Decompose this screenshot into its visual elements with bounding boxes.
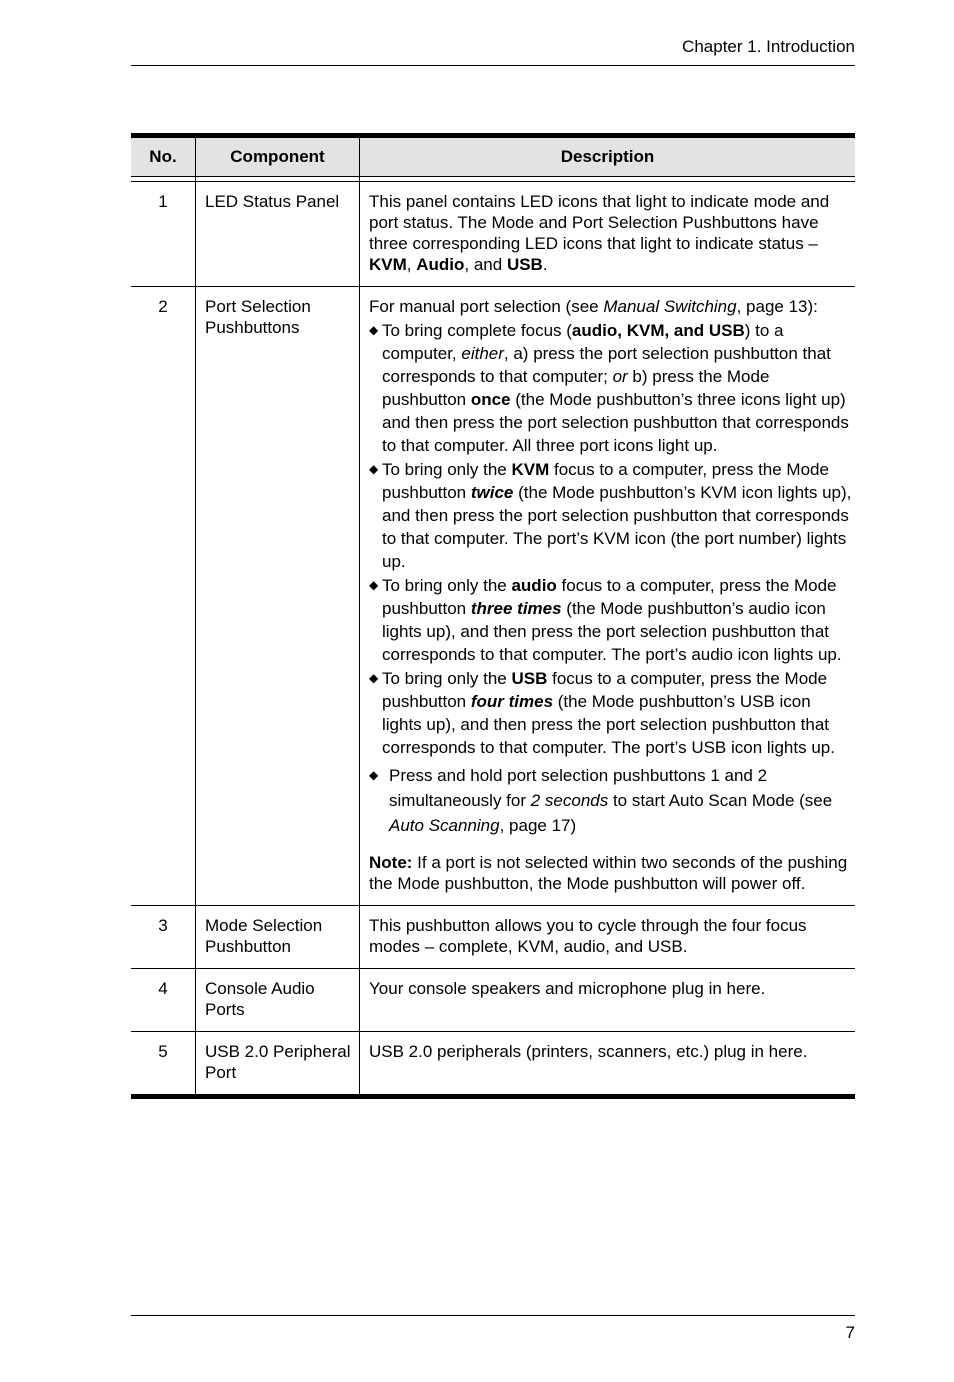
column-header-component: Component [196, 138, 360, 176]
table-row [131, 969, 855, 1032]
header-divider [131, 65, 855, 66]
row-number: 5 [131, 1032, 196, 1094]
row-number: 2 [131, 287, 196, 905]
bullet-item: ◆ To bring only the audio focus to a computer, press the Mode pushbutton three times (the Mode pushbutton’s audio icon lights up), and then press the port selection pushbutton that corresponds to that computer. The port’s audio icon lights up. [369, 576, 842, 664]
component-description [360, 287, 855, 905]
row-number: 3 [131, 906, 196, 968]
diamond-bullet-icon: ◆ [369, 578, 379, 592]
row-number: 1 [131, 182, 196, 286]
diamond-bullet-icon: ◆ [369, 462, 379, 476]
note-text: Note: If a port is not selected within two seconds of the pushing the Mode pushbutton, the Mode pushbutton will power off. [369, 853, 848, 893]
component-name: Port Selection Pushbuttons [196, 287, 360, 905]
bullet-item: ◆ To bring only the KVM focus to a computer, press the Mode pushbutton twice (the Mode pushbutton’s KVM icon lights up), and then press the port selection pushbutton that corresponds to that computer. The port’s KVM icon (the port number) lights up. [369, 460, 852, 571]
table-row [131, 287, 855, 906]
diamond-bullet-icon: ◆ [369, 768, 379, 782]
component-name: Console Audio Ports [196, 969, 360, 1031]
component-name: LED Status Panel [196, 182, 360, 286]
page-number: 7 [845, 1323, 855, 1342]
bullet-item: ◆ Press and hold port selection pushbuttons 1 and 2 simultaneously for 2 seconds to start Auto Scan Mode (see Auto Scanning, page 17) [369, 763, 852, 838]
chapter-title: Chapter 1. Introduction [682, 37, 855, 56]
component-name: USB 2.0 Peripheral Port [196, 1032, 360, 1094]
table-header-row [131, 138, 855, 177]
column-header-description: Description [560, 147, 655, 166]
component-description: This pushbutton allows you to cycle through the four focus modes – complete, KVM, audio, and USB. [369, 916, 807, 956]
component-description: This panel contains LED icons that light to indicate mode and port status. The Mode and Port Selection Pushbuttons have three corresponding LED icons that light to indicate status – KVM, Audio, and USB. [369, 192, 830, 274]
component-description: USB 2.0 peripherals (printers, scanners, etc.) plug in here. [369, 1042, 808, 1061]
bullet-item: ◆ To bring complete focus (audio, KVM, and USB) to a computer, either, a) press the port selection pushbutton that corresponds to that computer; or b) press the Mode pushbutton once (the Mode pushbutton’s three icons light up) and then press the port selection pushbutton that corresponds to that computer. All three port icons light up. [369, 321, 849, 455]
table-row [131, 906, 855, 969]
table-row [131, 182, 855, 287]
row-number: 4 [131, 969, 196, 1031]
footer-divider [131, 1315, 855, 1316]
component-name: Mode Selection Pushbutton [196, 906, 360, 968]
diamond-bullet-icon: ◆ [369, 671, 379, 685]
intro-text: For manual port selection (see Manual Switching, page 13): [369, 297, 818, 316]
bullet-item: ◆ To bring only the USB focus to a computer, press the Mode pushbutton four times (the Mode pushbutton’s USB icon lights up), and then press the port selection pushbutton that corresponds to that computer. The port’s USB icon lights up. [369, 669, 835, 757]
column-header-no: No. [131, 138, 196, 176]
component-description: Your console speakers and microphone plug in here. [369, 979, 766, 998]
table-row [131, 1032, 855, 1094]
diamond-bullet-icon: ◆ [369, 323, 379, 337]
component-table [131, 133, 855, 1099]
